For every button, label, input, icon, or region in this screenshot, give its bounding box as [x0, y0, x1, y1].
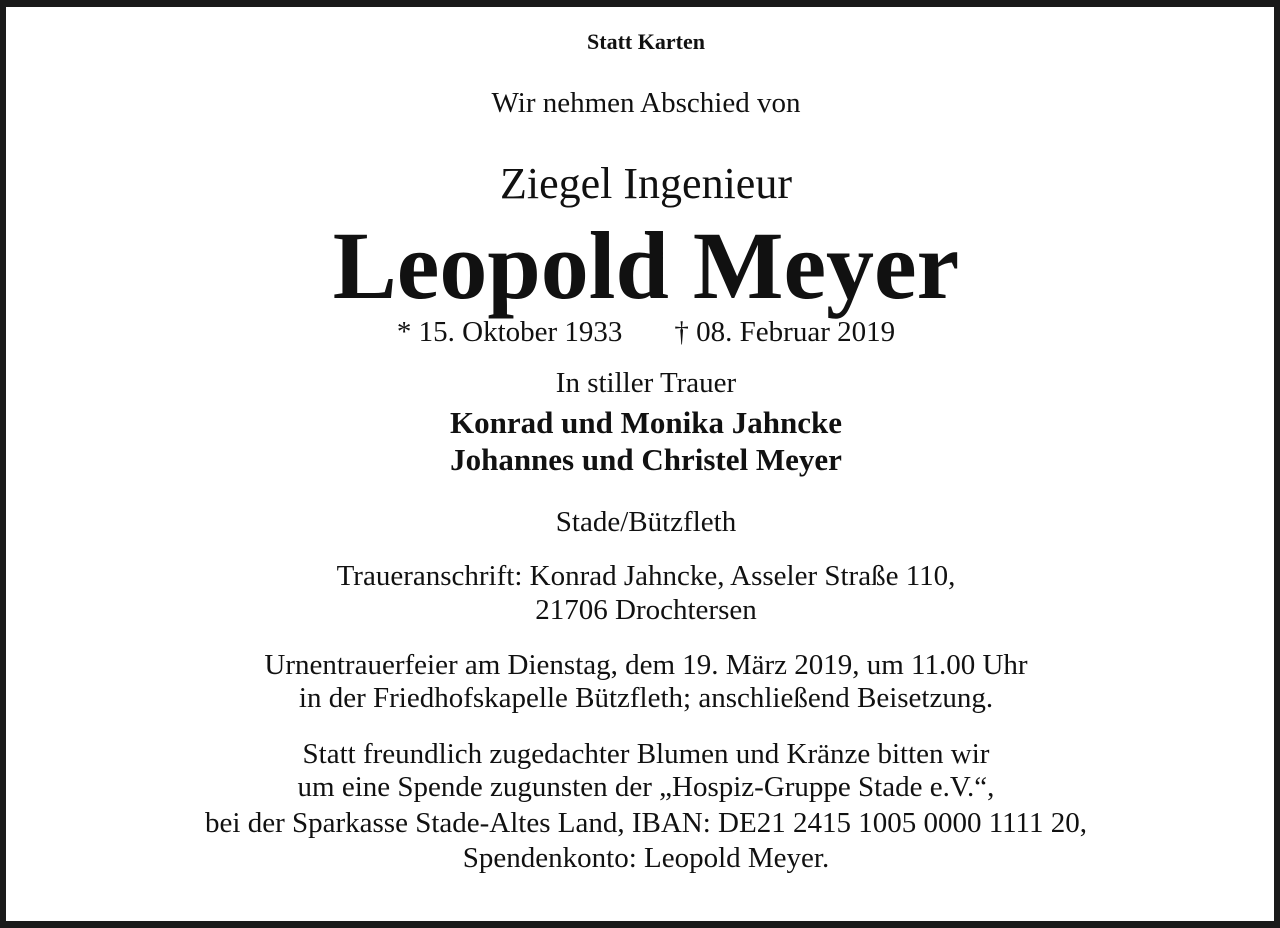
donation-line: bei der Sparkasse Stade-Altes Land, IBAN: DE21 2415 1005 0000 1111 20, — [205, 807, 1087, 839]
mourning-label: In stiller Trauer — [555, 367, 737, 399]
donation-line: Spendenkonto: Leopold Meyer. — [462, 842, 830, 874]
address-line: 21706 Drochtersen — [535, 594, 757, 626]
intro-text: Wir nehmen Abschied von — [491, 87, 801, 119]
ceremony-line: in der Friedhofskapelle Bützfleth; anschließend Beisetzung. — [298, 682, 994, 714]
donation-line: Statt freundlich zugedachter Blumen und Kränze bitten wir — [302, 738, 990, 770]
life-dates — [6, 318, 1280, 347]
mourner-line: Johannes und Christel Meyer — [450, 442, 842, 477]
place-line: Stade/Bützfleth — [555, 506, 737, 538]
address-line: Traueranschrift: Konrad Jahncke, Asseler Straße 110, — [336, 560, 956, 592]
deceased-title: Ziegel Ingenieur — [500, 159, 792, 208]
ceremony-line: Urnentrauerfeier am Dienstag, dem 19. März 2019, um 11.00 Uhr — [264, 649, 1028, 681]
notice-header: Statt Karten — [587, 29, 705, 54]
death-date: † 08. Februar 2019 — [674, 316, 896, 348]
deceased-name: Leopold Meyer — [332, 212, 960, 319]
donation-line: um eine Spende zugunsten der „Hospiz-Gruppe Stade e.V.“, — [297, 771, 995, 803]
mourner-line: Konrad und Monika Jahncke — [450, 405, 842, 440]
birth-date: * 15. Oktober 1933 — [396, 316, 623, 348]
